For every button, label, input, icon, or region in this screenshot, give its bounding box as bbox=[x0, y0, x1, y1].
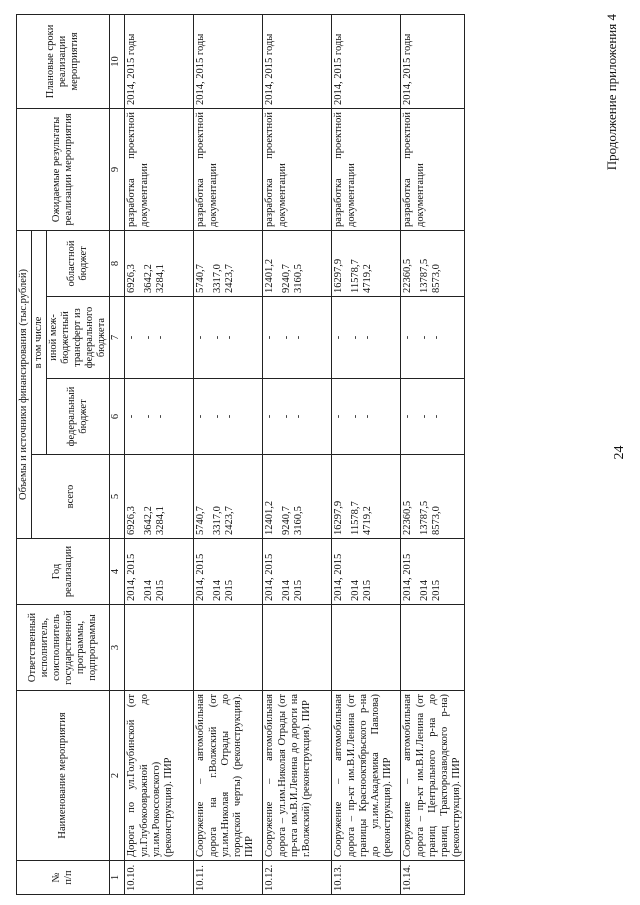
header-name: Наименование мероприятия bbox=[17, 691, 110, 861]
row-executor bbox=[401, 605, 464, 691]
column-number: 7 bbox=[110, 297, 125, 379]
row-number: 10.10. bbox=[125, 861, 194, 895]
row-federal: - - - bbox=[263, 379, 332, 455]
row-transfer: - - - bbox=[263, 297, 332, 379]
column-number: 4 bbox=[110, 539, 125, 605]
table-row bbox=[332, 14, 401, 894]
row-executor bbox=[125, 605, 194, 691]
table-row bbox=[401, 14, 464, 894]
header-results: Ожидаемые результаты реализации мероприятия bbox=[17, 108, 110, 230]
row-term: 2014, 2015 годы bbox=[332, 14, 401, 108]
column-numbers-row bbox=[110, 14, 125, 894]
row-term: 2014, 2015 годы bbox=[125, 14, 194, 108]
column-number: 5 bbox=[110, 455, 125, 539]
row-term: 2014, 2015 годы bbox=[263, 14, 332, 108]
row-executor bbox=[194, 605, 263, 691]
row-total: 5740,7 3317,0 2423,7 bbox=[194, 455, 263, 539]
header-federal: федеральный бюджет bbox=[47, 379, 110, 455]
table-row bbox=[263, 14, 332, 894]
row-transfer: - - - bbox=[332, 297, 401, 379]
row-name: Сооружение – автомобильная дорога – ул.им.Николая Отрады (от пр-кта им.В.И.Ленина до дороги на г.Волжский) (реконструкция). ПИР bbox=[263, 691, 332, 861]
column-number: 6 bbox=[110, 379, 125, 455]
row-result: разработка проектной документации bbox=[125, 108, 194, 230]
header-year: Год реализации bbox=[17, 539, 110, 605]
row-result: разработка проектной документации bbox=[332, 108, 401, 230]
row-total: 16297,9 11578,7 4719,2 bbox=[332, 455, 401, 539]
row-years: 2014, 2015 2014 2015 bbox=[263, 539, 332, 605]
header-total: всего bbox=[32, 455, 110, 539]
row-regional: 5740,7 3317,0 2423,7 bbox=[194, 230, 263, 296]
row-regional: 6926,3 3642,2 3284,1 bbox=[125, 230, 194, 296]
row-years: 2014, 2015 2014 2015 bbox=[125, 539, 194, 605]
row-number: 10.13. bbox=[332, 861, 401, 895]
row-result: разработка проектной документации bbox=[263, 108, 332, 230]
row-name: Сооружение – автомобильная дорога – пр-кт им.В.И.Ленина (от границ Центрального р-на до границ Тракторозаводского р-на) (реконструкция). ПИР bbox=[401, 691, 464, 861]
header-num: № п/п bbox=[17, 861, 110, 895]
row-name: Сооружение – автомобильная дорога – пр-кт им.В.И.Ленина (от границы Краснооктябрьского р-на до ул.им.Академика Павлова) (реконструкция). ПИР bbox=[332, 691, 401, 861]
column-number: 10 bbox=[110, 14, 125, 108]
header-terms: Плановые сроки реализации мероприятия bbox=[17, 14, 110, 108]
row-years: 2014, 2015 2014 2015 bbox=[401, 539, 464, 605]
row-result: разработка проектной документации bbox=[401, 108, 464, 230]
table-row bbox=[125, 14, 194, 894]
row-regional: 12401,2 9240,7 3160,5 bbox=[263, 230, 332, 296]
row-result: разработка проектной документации bbox=[194, 108, 263, 230]
row-federal: - - - bbox=[401, 379, 464, 455]
header-executor: Ответственный исполнитель, соисполнитель государственной программы, подпрограммы bbox=[17, 605, 110, 691]
row-total: 6926,3 3642,2 3284,1 bbox=[125, 455, 194, 539]
row-term: 2014, 2015 годы bbox=[401, 14, 464, 108]
continuation-caption: Продолжение приложения 4 bbox=[604, 14, 619, 171]
row-name: Дорога по ул.Голубинской (от ул.Глубокоовражной до ул.им.Рокоссовского) (реконструкция). ПИР bbox=[125, 691, 194, 861]
row-total: 12401,2 9240,7 3160,5 bbox=[263, 455, 332, 539]
row-transfer: - - - bbox=[125, 297, 194, 379]
row-name: Сооружение – автомобильная дорога на г.Волжский (от ул.им.Николая Отрады до городской черты) (реконструкция). ПИР bbox=[194, 691, 263, 861]
row-number: 10.12. bbox=[263, 861, 332, 895]
row-regional: 22360,5 13787,5 8573,0 bbox=[401, 230, 464, 296]
row-transfer: - - - bbox=[401, 297, 464, 379]
row-federal: - - - bbox=[332, 379, 401, 455]
column-number: 8 bbox=[110, 230, 125, 296]
row-federal: - - - bbox=[125, 379, 194, 455]
row-executor bbox=[263, 605, 332, 691]
header-regional: областной бюджет bbox=[47, 230, 110, 296]
header-transfer: иной меж-бюджетный трансферт из федерального бюджета bbox=[47, 297, 110, 379]
row-federal: - - - bbox=[194, 379, 263, 455]
financing-table bbox=[16, 14, 465, 895]
row-years: 2014, 2015 2014 2015 bbox=[194, 539, 263, 605]
page-number: 24 bbox=[612, 445, 627, 460]
column-number: 3 bbox=[110, 605, 125, 691]
row-number: 10.14. bbox=[401, 861, 464, 895]
row-transfer: - - - bbox=[194, 297, 263, 379]
table-row bbox=[194, 14, 263, 894]
row-total: 22360,5 13787,5 8573,0 bbox=[401, 455, 464, 539]
row-term: 2014, 2015 годы bbox=[194, 14, 263, 108]
row-regional: 16297,9 11578,7 4719,2 bbox=[332, 230, 401, 296]
header-volumes: Объемы и источники финансирования (тыс.рублей) bbox=[17, 230, 32, 538]
column-number: 9 bbox=[110, 108, 125, 230]
row-executor bbox=[332, 605, 401, 691]
row-years: 2014, 2015 2014 2015 bbox=[332, 539, 401, 605]
row-number: 10.11. bbox=[194, 861, 263, 895]
column-number: 2 bbox=[110, 691, 125, 861]
header-including: в том числе bbox=[32, 230, 47, 454]
column-number: 1 bbox=[110, 861, 125, 895]
